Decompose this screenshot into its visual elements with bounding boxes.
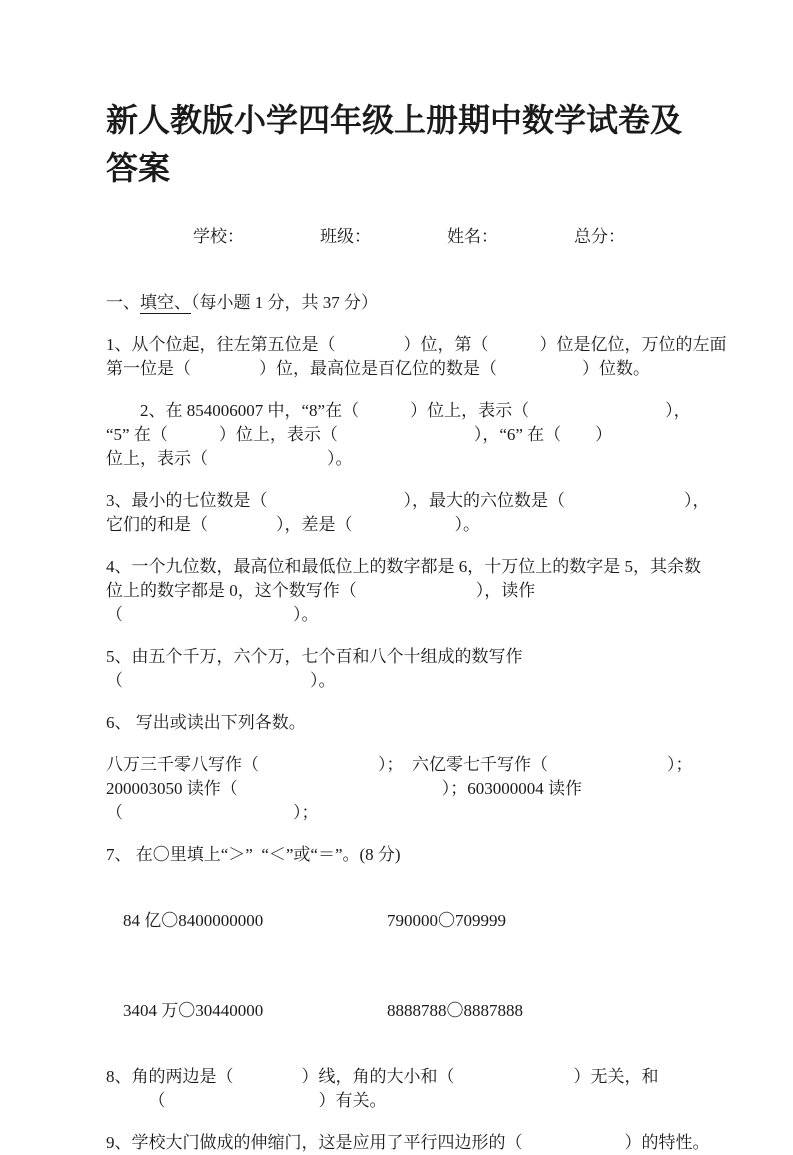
question-7-heading [106,843,715,867]
question-6-heading [106,711,715,735]
question-6-items [106,753,715,825]
section1-heading [106,291,715,315]
total-score-field-label: 总分： [574,227,625,246]
question-4 [106,555,715,627]
question-4-line-3: （ ）。 [106,605,319,624]
question-8-line-2: （ ）有关。 [106,1091,387,1110]
question-7-row-1 [106,885,715,957]
document-title-line-1: 新人教版小学四年级上册期中数学试卷及 [106,102,683,138]
question-1-line-1: 1、从个位起，往左第五位是（ ）位，第（ ）位是亿位，万位的左面 [106,335,727,354]
question-1 [106,333,727,381]
question-8-line-1: 8、角的两边是（ ）线，角的大小和（ ）无关，和 [106,1067,659,1086]
question-8 [106,1065,715,1113]
question-9-line-1: 9、学校大门做成的伸缩门，这是应用了平行四边形的（ ）的特性。 [106,1133,710,1152]
comparison-item-1: 84 亿〇8400000000 [123,911,264,930]
question-5-line-2: （ ）。 [106,671,336,690]
question-4-line-1: 4、一个九位数，最高位和最低位上的数字都是 6，十万位上的数字是 5，其余数 [106,557,701,576]
question-6-line-1: 八万三千零八写作（ ）； 六亿零七千写作（ ）； [106,755,693,774]
question-2-line-3: 位上，表示（ ）。 [106,449,353,468]
section1-prefix: 一、 [106,293,140,312]
question-4-line-2: 位上的数字都是 0，这个数写作（ ），读作 [106,581,536,600]
school-field-label: 学校： [193,227,244,246]
question-6-line-2: 200003050 读作（ ）；603000004 读作 [106,779,582,798]
question-2-line-1: 2、在 854006007 中，“8”在（ ）位上，表示（ ）， [106,401,691,420]
question-5 [106,645,715,693]
question-1-line-2: 第一位是（ ）位，最高位是百亿位的数是（ ）位数。 [106,359,650,378]
document-title [106,96,715,192]
student-info-row [106,201,715,273]
question-6-heading-line: 6、 写出或读出下列各数。 [106,713,306,732]
comparison-item-2: 790000〇709999 [387,911,506,930]
question-2-line-2: “5” 在（ ）位上，表示（ ），“6” 在（ ） [106,425,613,444]
question-2 [106,399,715,471]
section1-title-underlined: 填空、 [140,293,191,312]
question-3-line-2: 它们的和是（ ），差是（ ）。 [106,515,480,534]
question-3-line-1: 3、最小的七位数是（ ），最大的六位数是（ ）， [106,491,710,510]
question-7-heading-line: 7、 在〇里填上“＞” “＜”或“＝”。(8 分) [106,845,401,864]
question-7-row-2 [106,975,715,1047]
question-6-line-3: （ ）； [106,803,319,822]
question-3 [106,489,715,537]
question-5-line-1: 5、由五个千万，六个万，七个百和八个十组成的数写作 [106,647,523,666]
comparison-item-4: 8888788〇8887888 [387,1001,523,1020]
section1-points-note: （每小题 1 分，共 37 分） [191,293,378,312]
class-field-label: 班级： [320,227,371,246]
comparison-item-3: 3404 万〇30440000 [123,1001,264,1020]
document-title-line-2: 答案 [106,150,171,186]
question-9 [106,1131,715,1155]
name-field-label: 姓名： [447,227,498,246]
